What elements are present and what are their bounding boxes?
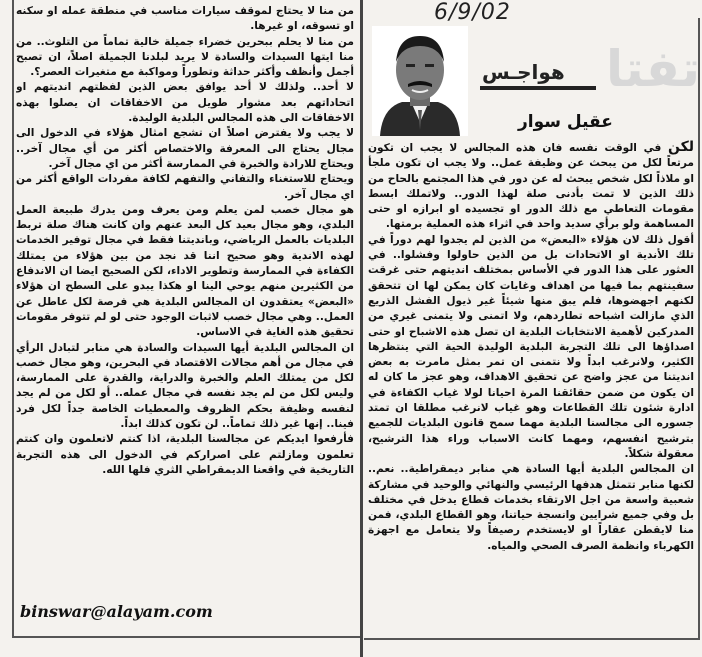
article-paragraph: ان المجالس البلدية أيها السادة هي منابر ديمقراطية.. نعم.. لكنها منابر تتمثل هدفها الرئيسي والنهائي والوحيد في مشاركة شعبية واسعة من اجل الارتقاء بخدمات قطاع يدخل في مختلف بل وفي جميع شرايين وانسجة حياتنا، وهو القطاع البلدي، فمن منا لايقطن عقاراً او لايستخدم رصيفاً ولا يتعامل مع اجهزة الكهرباء وانظمة الصرف الصحي والمياه. [368, 463, 694, 552]
faded-headline: تفتا [606, 40, 700, 98]
paragraph-text: في الوقت نفسه فان هذه المجالس لا يجب ان تكون مرتعاً لكل من يبحث عن وظيفة عمل.. ولا يجب ان تكون ملجأ او ملاذاً لكل شخص يبحث له عن دور في هذا المجتمع بالحاح من ذلك الذين لا تمت بأدنى صلة لهذا الدور.. ولاتملك ابسط مقومات التعاطي مع ذلك الدور او تجسيده او ابرازه او حتى المساهمة ولو برأي سديد واحد في اثراء هذه العملية برمتها. [368, 142, 694, 231]
article-paragraph: لا أحد.. ولذلك لا أحد يوافق بعض الذين لفظتهم انديتهم او اتحاداتهم بعد مشوار طويل من الاخفاقات ان يصلوا بهذه الاخفاقات الى هذه المجالس البلدية الوليدة. [16, 81, 354, 125]
article-paragraph: من منا لا يحتاج لموقف سيارات مناسب في منطقة عمله او سكنه او تسوقه، او غيرها. [16, 5, 354, 33]
article-paragraph: هو مجال خصب لمن يعلم ومن يعرف ومن يدرك طبيعة العمل البلدي، وهو مجال بعيد كل البعد عنهم وان كانت هناك صلة تربط البلديات بالعمل الرياضي، وبانديتنا فقط في مجال توفير الخدمات لهذه الاندية وهو صحيح اننا قد نجد من بين هؤلاء من يمتلك الكفاءة في الممارسة وتطوير الاداء، لكن الصحيح ايضا ان الاندفاع من الكثيرين منهم يوحي الينا او هكذا يبدو على السطح ان هؤلاء «البعض» يعتقدون ان المجالس البلدية هي فرصة لكل عاطل عن العمل.. وهي مجال خصب لاثبات الوجود حتى لو لم تتوفر مقومات تحقيق هذه الغاية في الاساس. [16, 203, 354, 339]
article-paragraph [368, 140, 694, 233]
title-underline [480, 86, 596, 90]
article-paragraph: ويحتاج للاستغناء والتفاني والتفهم لكافة مفردات الواقع أكثر من اي مجال آخر. [16, 173, 354, 201]
author-photo [372, 26, 468, 136]
column-divider [360, 0, 363, 657]
author-email: binswar@alayam.com [20, 602, 213, 621]
article-column-right [368, 140, 694, 640]
article-column-left [16, 4, 354, 590]
column-title: هواجـس [482, 60, 565, 84]
article-paragraph: فأرفعوا ايديكم عن مجالسنا البلدية، اذا كنتم لاتعلمون وان كنتم تعلمون ومازلتم على اصراركم في الدخول الى هذه التجربة التاريخية في واقعنا الديمقراطي الثري فلها الله. [16, 433, 354, 476]
article-paragraph: من منا لا يحلم ببحرين خضراء جميلة خالية تماماً من التلوث.. من منا ايتها السيدات والسادة لا يريد لبلدنا الجميلة اصلاً، ان تصبح أجمل وأنظف وأكثر حداثة وتطوراً ومواكبة مع متغيرات العصر؟. [16, 35, 354, 79]
article-paragraph: ان المجالس البلدية أيها السيدات والسادة هي منابر لتبادل الرأي في مجال من أهم مجالات الاقتصاد في البحرين، وهو مجال خصب لكل من يمتلك العلم والخبرة والدراية، والقدرة على الممارسة، وليس لكل من لم يجد نفسه في مجال عمله.. أو لكل من لم يجد لنفسه وظيفة بحكم الظروف والمعطيات الخاصة جداً لكل فرد فينا.. إنها غير ذلك تماماً.. لن تكون كذلك ابداً. [16, 341, 354, 431]
handwritten-date: 6/9/02 [434, 0, 511, 25]
lead-word: لكن [667, 140, 694, 155]
article-paragraph: أقول ذلك لان هؤلاء «البعض» من الذين لم يجدوا لهم دوراً في تلك الأندية او الاتحادات بل من الذين حاولوا وفشلوا.. في العثور على هذا الدور في الأساس بمختلف انديتهم حتى غرقت سفينتهم بما فيها من اهداف وغايات كان يمكن لها ان تتحقق لكنهم اجهضوها، فلم يبق منها شيئاً غير ذيول الفشل الذريع الذي مازالت اشباحه تطاردهم، ولا اتمنى ولا يتمنى غيري من المدركين لأهمية الانتخابات البلدية ان تصل هذه الاشباح او حتى اصداؤها الى تلك التجربة البلدية الوليدة الحية التي ينتظرها الكثير، ولانرغب ابداً ولا نتمنى ان تمر بمثل مامرت به بعض انديتنا من عجز واضح عن تحقيق الاهداف، وهو عجز ما كان له ان يكون من ضمن حقائقنا المرة احيانا لولا غياب الكفاءة في ادارة شئون تلك القطاعات وهو غياب لانرغب مطلقا ان تمتد جسوره الى مجالسنا البلدية مهما سمح قانون البلديات للجميع بترشيح انفسهم، ومهما كانت الاسباب وراء هذا الترشيح، معقولة شكلاً. [368, 233, 694, 460]
author-name: عقيل سوار [518, 112, 613, 132]
article-paragraph: لا يجب ولا يفترض اصلاً ان تشجع امثال هؤلاء في الدخول الى مجال يحتاج الى المعرفة والاختصاص أكثر من أي مجال آخر.. ويحتاج للارادة والخبرة في الممارسة أكثر من اي مجال آخر. [16, 127, 354, 170]
